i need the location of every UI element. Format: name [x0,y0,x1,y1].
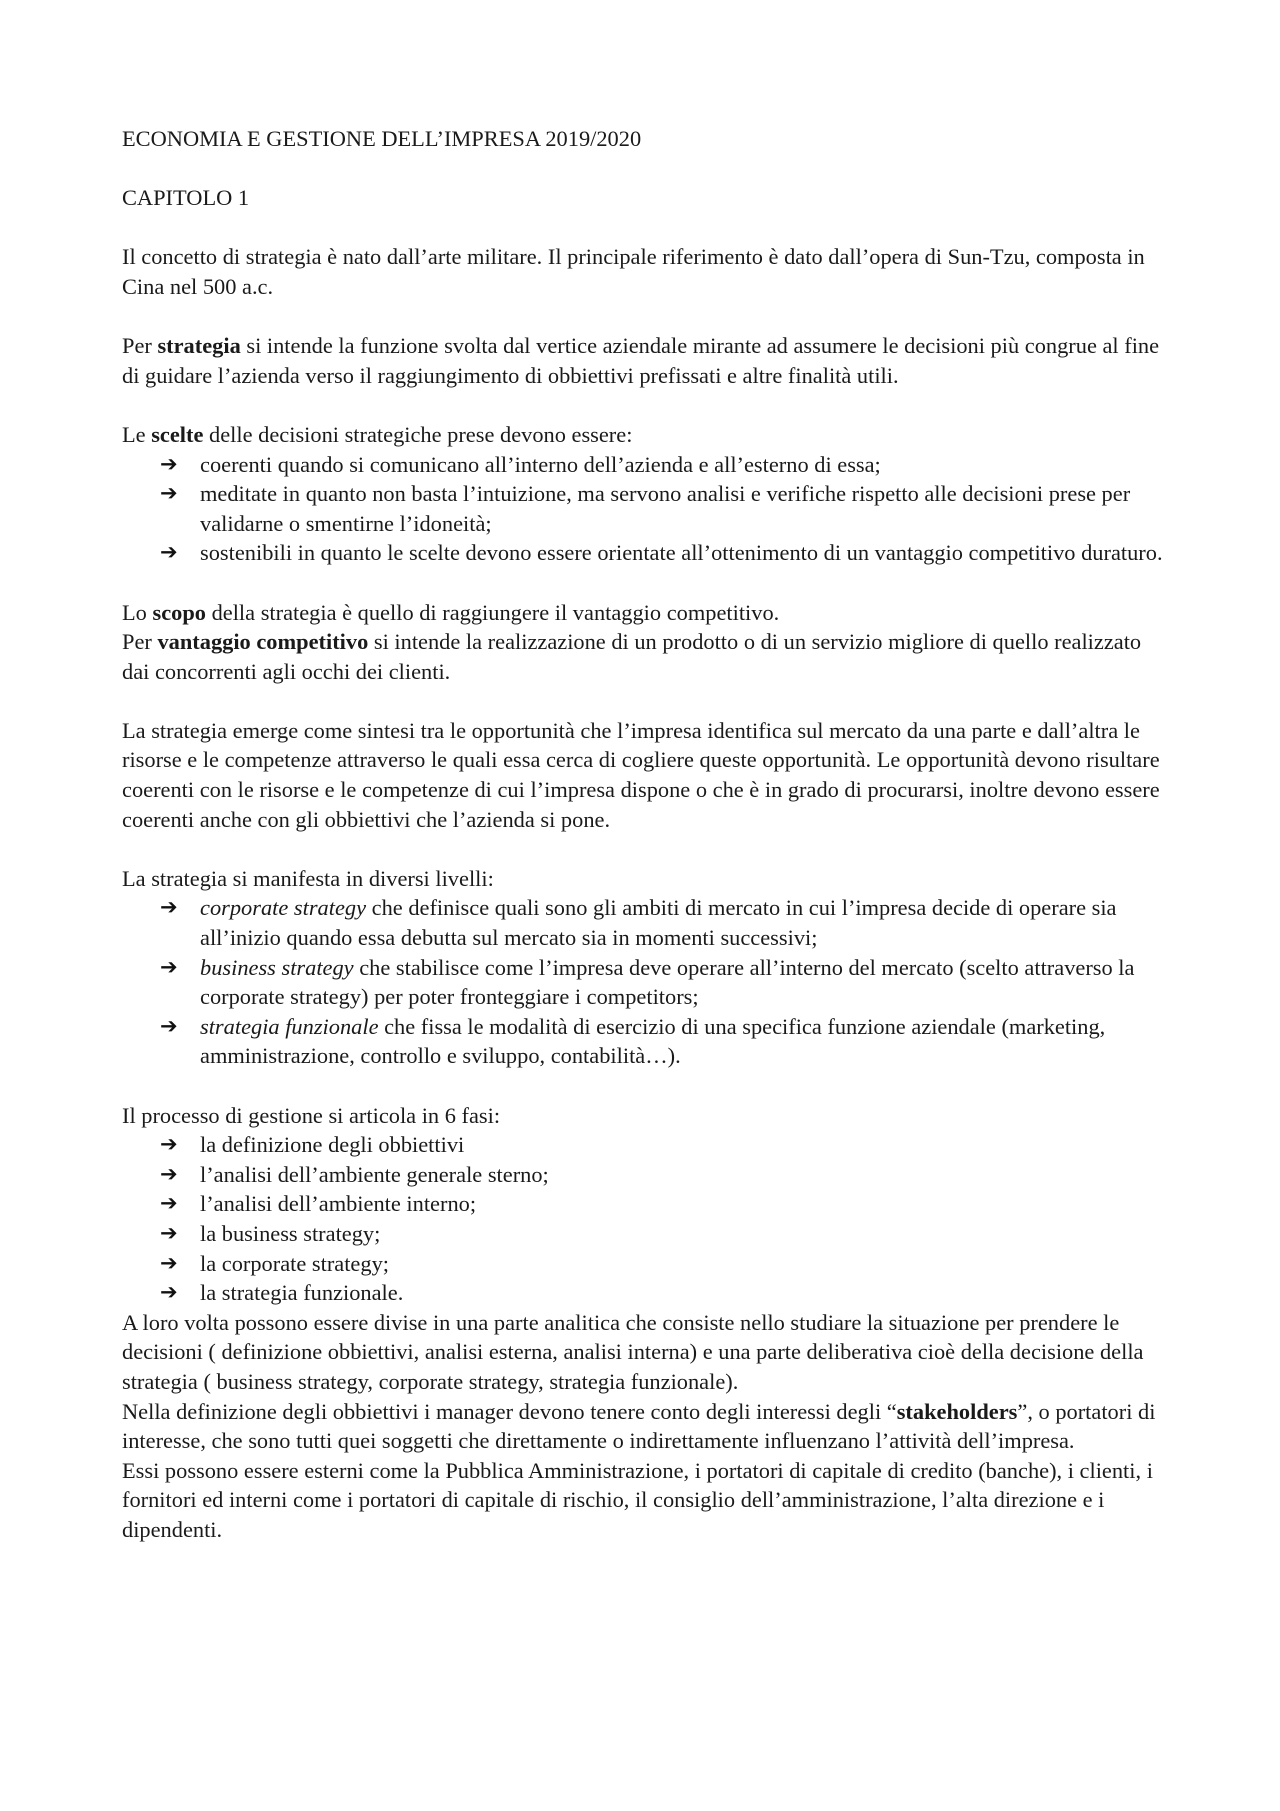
arrow-right-icon: ➔ [160,895,178,920]
level-text: che definisce quali sono gli ambiti di mercato in cui l’impresa decide di operare sia all’inizio quando essa debutta sul mercato sia in momenti successivi; [200,895,1117,951]
advantage-pre: Per [122,629,158,655]
strategy-definition-pre: Per [122,333,158,359]
stakeholders-term: stakeholders [896,1398,1018,1424]
arrow-right-icon: ➔ [160,954,178,979]
arrow-right-icon: ➔ [160,1280,178,1305]
level-text: che fissa le modalità di esercizio di una specifica funzione aziendale (marketing, amministrazione, controllo e sviluppo, contabilità…). [200,1013,1106,1069]
strategy-definition-post: si intende la funzione svolta dal vertice aziendale mirante ad assumere le decisioni più congrue al fine di guidare l’azienda verso il raggiungimento di obbiettivi prefissati e altre finalità utili. [122,333,1160,388]
list-item [122,1160,1172,1190]
list-item [122,538,1172,568]
arrow-right-icon: ➔ [160,1132,178,1157]
list-item-text: la strategia funzionale. [200,1280,404,1306]
process-intro: Il processo di gestione si articola in 6 fasi: [122,1102,501,1128]
list-item-text: meditate in quanto non basta l’intuizione, ma servono analisi e verifiche rispetto alle decisioni prese per validarne o smentirne l’idoneità; [200,481,1131,536]
scope-pre: Lo [122,599,153,625]
intro-paragraph: Il concetto di strategia è nato dall’arte militare. Il principale riferimento è dato dall’opera di Sun-Tzu, composta in Cina nel 500 a.c. [122,244,1145,299]
arrow-right-icon: ➔ [160,1161,178,1186]
level-term: strategia funzionale [200,1013,379,1039]
list-item-text: sostenibili in quanto le scelte devono essere orientate all’ottenimento di un vantaggio competitivo duraturo. [200,540,1163,566]
level-term: corporate strategy [200,895,367,921]
choices-term: scelte [151,421,204,447]
document-title: ECONOMIA E GESTIONE DELL’IMPRESA 2019/2020 [122,126,642,151]
stakeholders-pre: Nella definizione degli obbiettivi i manager devono tenere conto degli interessi degli “ [122,1398,897,1424]
external-internal-paragraph: Essi possono essere esterni come la Pubblica Amministrazione, i portatori di capitale di credito (banche), i clienti, i fornitori ed interni come i portatori di capitale di rischio, il consiglio dell’amministrazione, l’alta direzione e i dipendenti. [122,1457,1153,1542]
list-item [122,450,1172,480]
list-item [122,953,1172,1012]
level-text: che stabilisce come l’impresa deve operare all’interno del mercato (scelto attraverso la corporate strategy) per poter fronteggiare i competitors; [200,954,1135,1010]
levels-list [122,893,1172,1071]
choices-list [122,450,1172,568]
choices-pre: Le [122,421,152,447]
list-item [122,1249,1172,1279]
arrow-right-icon: ➔ [160,1191,178,1216]
synthesis-paragraph: La strategia emerge come sintesi tra le opportunità che l’impresa identifica sul mercato da una parte e dall’altra le risorse e le competenze attraverso le quali essa cerca di cogliere queste opportunità. Le opportunità devono risultare coerenti con le risorse e le competenze di cui l’impresa dispone o che è in grado di procurarsi, inoltre devono essere coerenti anche con gli obbiettivi che l’azienda si pone. [122,717,1160,832]
advantage-paragraph [122,627,1172,686]
chapter-heading: CAPITOLO 1 [122,185,250,211]
list-item-text: coerenti quando si comunicano all’interno dell’azienda e all’esterno di essa; [200,451,881,477]
list-item-text: la corporate strategy; [200,1250,389,1276]
arrow-right-icon: ➔ [160,481,178,506]
scope-paragraph [122,598,1172,628]
list-item-text: la definizione degli obbiettivi [200,1132,465,1158]
list-item-text: l’analisi dell’ambiente generale sterno; [200,1161,549,1187]
advantage-term: vantaggio competitivo [157,629,369,655]
stakeholders-paragraph [122,1397,1172,1456]
level-term: business strategy [200,954,354,980]
choices-intro [122,420,1172,450]
arrow-right-icon: ➔ [160,1013,178,1038]
scope-term: scopo [152,599,206,625]
list-item [122,1012,1172,1071]
list-item-text: la business strategy; [200,1220,381,1246]
list-item [122,893,1172,952]
scope-post: della strategia è quello di raggiungere il vantaggio competitivo. [205,599,780,625]
document-page [122,124,1172,1545]
stakeholders-post: ”, o portatori di interesse, che sono tutti quei soggetti che direttamente o indirettamente influenzano l’attività dell’impresa. [122,1398,1156,1454]
phases-paragraph: A loro volta possono essere divise in una parte analitica che consiste nello studiare la situazione per prendere le decisioni ( definizione obbiettivi, analisi esterna, analisi interna) e una parte deliberativa cioè della decisione della strategia ( business strategy, corporate strategy, strategia funzionale). [122,1309,1144,1394]
arrow-right-icon: ➔ [160,540,178,565]
list-item [122,1219,1172,1249]
arrow-right-icon: ➔ [160,451,178,476]
strategy-term: strategia [157,333,241,359]
list-item [122,479,1172,538]
levels-intro: La strategia si manifesta in diversi livelli: [122,865,494,891]
advantage-post: si intende la realizzazione di un prodotto o di un servizio migliore di quello realizzato dai concorrenti agli occhi dei clienti. [122,629,1142,684]
choices-post: delle decisioni strategiche prese devono essere: [203,421,633,447]
list-item-text: l’analisi dell’ambiente interno; [200,1191,477,1217]
list-item [122,1189,1172,1219]
arrow-right-icon: ➔ [160,1220,178,1245]
list-item [122,1130,1172,1160]
arrow-right-icon: ➔ [160,1250,178,1275]
strategy-definition [122,331,1172,390]
process-list [122,1130,1172,1308]
list-item [122,1278,1172,1308]
